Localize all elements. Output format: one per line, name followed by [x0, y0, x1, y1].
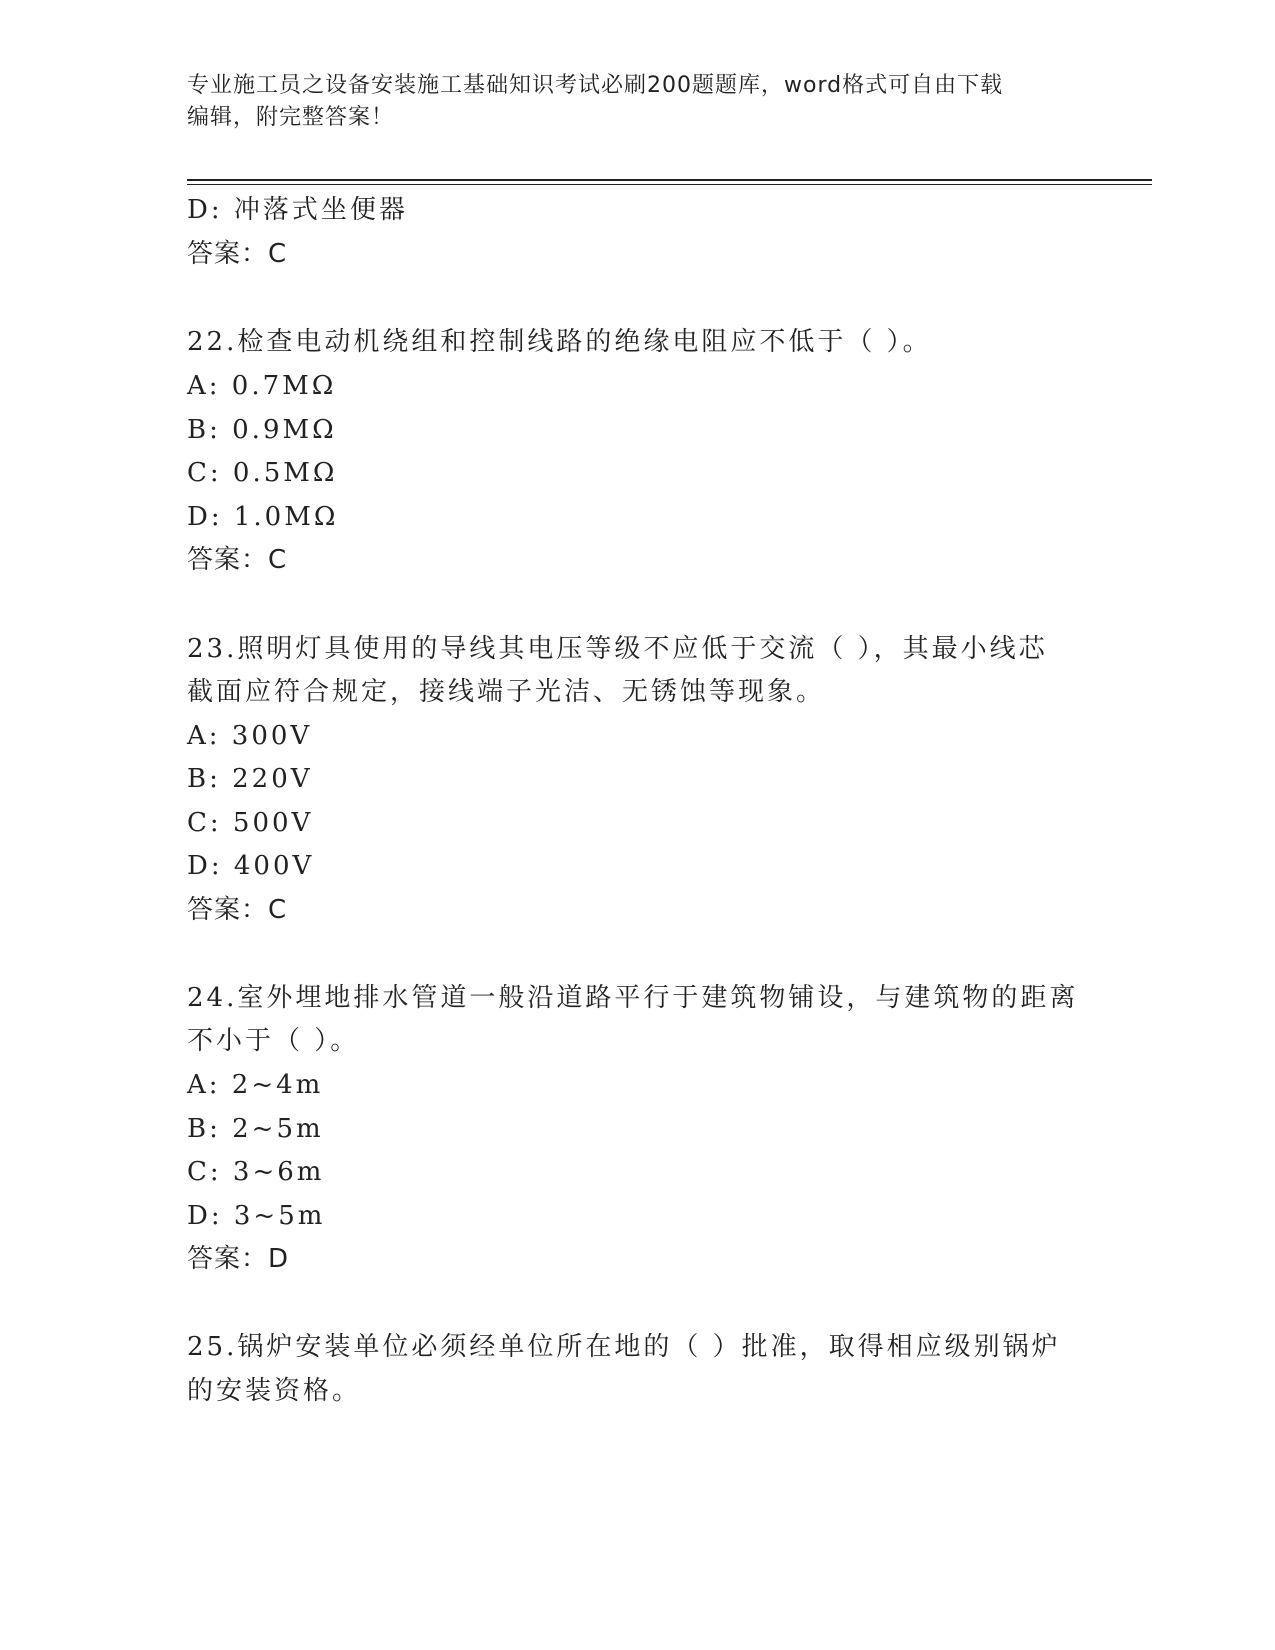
q24-option-b: B: 2~5m — [187, 1114, 324, 1144]
q22-question: 22.检查电动机绕组和控制线路的绝缘电阻应不低于（ ）。 — [187, 327, 932, 357]
q22-option-a: A: 0.7MΩ — [187, 371, 337, 401]
q22-answer: 答案：C — [187, 545, 288, 575]
q25-question-line-2: 的安装资格。 — [187, 1376, 362, 1406]
q24-option-d: D: 3~5m — [187, 1201, 326, 1231]
q24-question-line-1: 24.室外埋地排水管道一般沿道路平行于建筑物铺设，与建筑物的距离 — [187, 983, 1079, 1013]
q23-option-d: D: 400V — [187, 851, 315, 881]
q23-option-a: A: 300V — [187, 721, 313, 751]
q21-answer: 答案：C — [187, 239, 288, 269]
q23-option-c: C: 500V — [187, 808, 314, 838]
q22-option-d: D: 1.0MΩ — [187, 502, 339, 532]
q23-question-line-2: 截面应符合规定，接线端子光洁、无锈蚀等现象。 — [187, 677, 826, 707]
header-divider-bottom — [187, 184, 1152, 185]
q23-answer: 答案：C — [187, 895, 288, 925]
q24-answer: 答案：D — [187, 1244, 290, 1274]
document-header — [187, 70, 1087, 134]
q22-option-b: B: 0.9MΩ — [187, 415, 337, 445]
q22-option-c: C: 0.5MΩ — [187, 458, 338, 488]
header-line-2: 编辑，附完整答案！ — [187, 105, 395, 130]
q24-option-a: A: 2~4m — [187, 1070, 324, 1100]
q24-question-line-2: 不小于（ ）。 — [187, 1026, 360, 1056]
q21-option-d: D: 冲落式坐便器 — [187, 195, 408, 225]
header-divider-top — [187, 179, 1152, 181]
header-line-1: 专业施工员之设备安装施工基础知识考试必刷200题题库，word格式可自由下载 — [187, 73, 1004, 98]
q23-question-line-1: 23.照明灯具使用的导线其电压等级不应低于交流（ ），其最小线芯 — [187, 634, 1048, 664]
q23-option-b: B: 220V — [187, 764, 313, 794]
q25-question-line-1: 25.锅炉安装单位必须经单位所在地的（ ）批准，取得相应级别锅炉 — [187, 1332, 1061, 1362]
q24-option-c: C: 3~6m — [187, 1157, 325, 1187]
